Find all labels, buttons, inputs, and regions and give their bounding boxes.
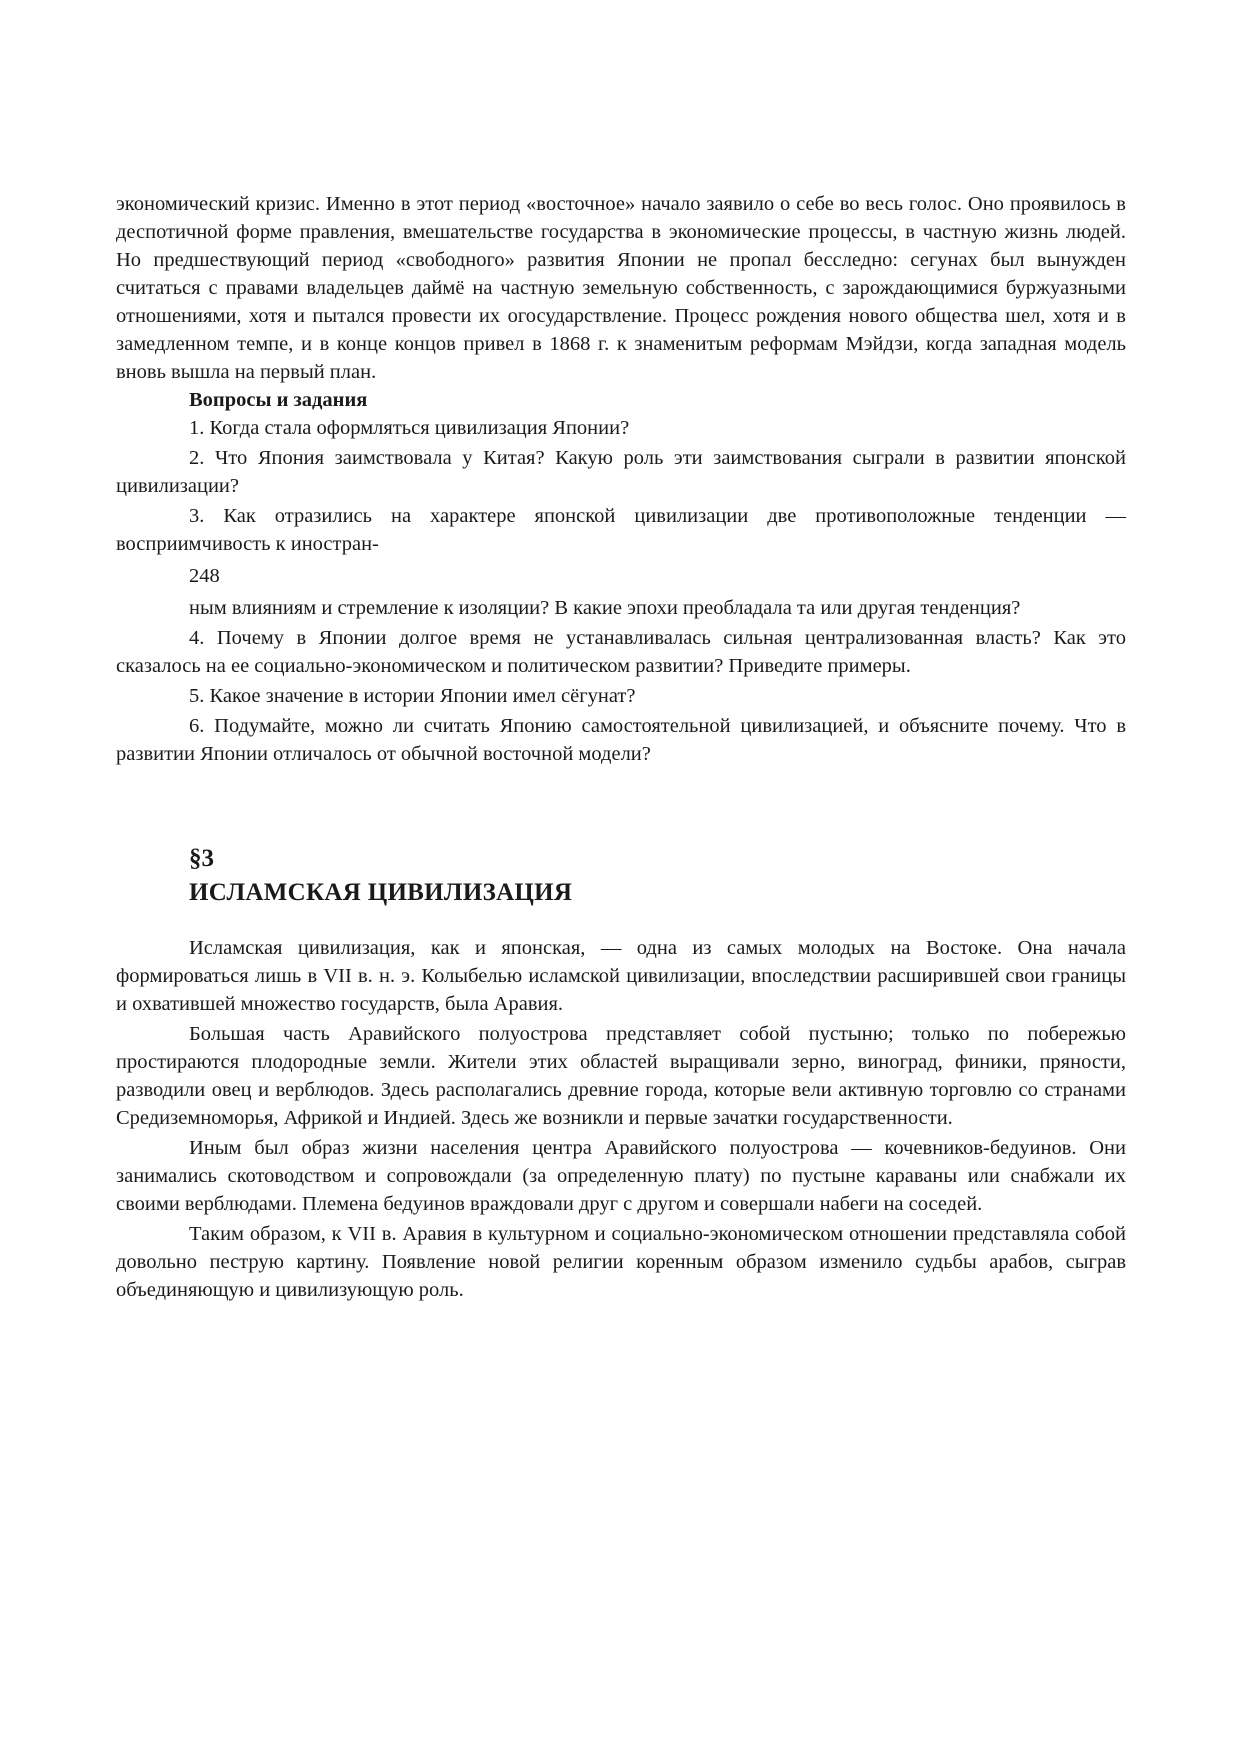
section-paragraph-4: Таким образом, к VII в. Аравия в культурном и социально-экономическом отношении представляла собой довольно пеструю картину. Появление новой религии коренным образом изменило судьбы арабов, сыграв объединяющую и цивилизующую роль. <box>116 1223 1126 1301</box>
document-page <box>116 190 1126 1304</box>
section-paragraph-2: Большая часть Аравийского полуострова представляет собой пустыню; только по побережью простираются плодородные земли. Жители этих областей выращивали зерно, виноград, финики, пряности, разводили овец и верблюдов. Здесь располагались древние города, которые вели активную торговлю со странами Средиземноморья, Африкой и Индией. Здесь же возникли и первые зачатки государственности. <box>116 1023 1126 1129</box>
section-body <box>116 934 1126 1304</box>
question-3-part-2: ным влияниям и стремление к изоляции? В какие эпохи преобладала та или другая тенденция? <box>189 597 1021 619</box>
section-paragraph-3: Иным был образ жизни населения центра Аравийского полуострова — кочевников-бедуинов. Они занимались скотоводством и сопровождали (за определенную плату) по пустыне караваны или снабжали их своими верблюдами. Племена бедуинов враждовали друг с другом и совершали набеги на соседей. <box>116 1137 1126 1215</box>
question-2: 2. Что Япония заимствовала у Китая? Какую роль эти заимствования сыграли в развитии японской цивилизации? <box>116 447 1126 497</box>
paragraph-intro: экономический кризис. Именно в этот период «восточное» начало заявило о себе во весь голос. Оно проявилось в деспотичной форме правления, вмешательстве государства в экономические процессы, в частную жизнь людей. Но предшествующий период «свободного» развития Японии не пропал бесследно: сегунах был вынужден считаться с правами владельцев даймё на частную земельную собственность, с зарождающимися буржуазными отношениями, хотя и пытался провести их огосударствление. Процесс рождения нового общества шел, хотя и в замедленном темпе, и в конце концов привел в 1868 г. к знаменитым реформам Мэйдзи, когда западная модель вновь вышла на первый план. <box>116 193 1126 383</box>
question-1: 1. Когда стала оформляться цивилизация Японии? <box>189 417 630 439</box>
question-6: 6. Подумайте, можно ли считать Японию самостоятельной цивилизацией, и объясните почему. Что в развитии Японии отличалось от обычной восточной модели? <box>116 715 1126 765</box>
questions-heading: Вопросы и задания <box>189 389 368 411</box>
section-paragraph-1: Исламская цивилизация, как и японская, — одна из самых молодых на Востоке. Она начала формироваться лишь в VII в. н. э. Колыбелью исламской цивилизации, впоследствии расширившей свои границы и охватившей множество государств, была Аравия. <box>116 937 1126 1015</box>
section-title: ИСЛАМСКАЯ ЦИВИЛИЗАЦИЯ <box>189 879 573 906</box>
page-number: 248 <box>189 565 220 587</box>
question-3-part-1: 3. Как отразились на характере японской цивилизации две противоположные тенденции — восприимчивость к иностран- <box>116 505 1126 555</box>
section-number: §3 <box>189 845 214 872</box>
question-4: 4. Почему в Японии долгое время не устанавливалась сильная централизованная власть? Как это сказалось на ее социально-экономическом и политическом развитии? Приведите примеры. <box>116 627 1126 677</box>
section-heading <box>116 842 1126 910</box>
question-5: 5. Какое значение в истории Японии имел сёгунат? <box>189 685 636 707</box>
